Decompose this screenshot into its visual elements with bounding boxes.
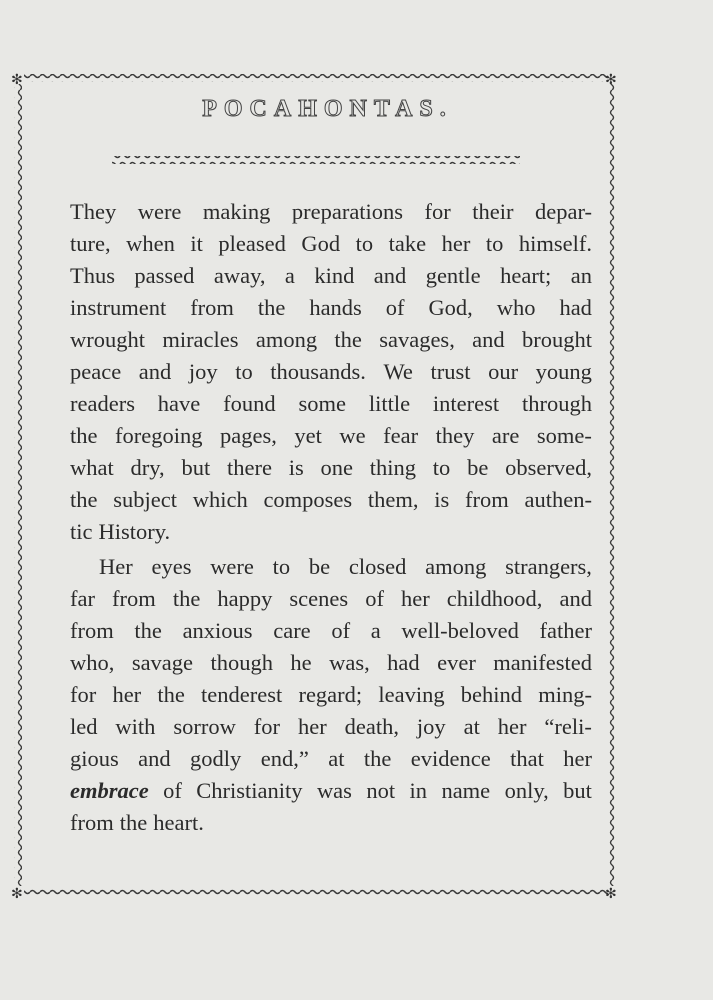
text-line: They were making preparations for their depar- bbox=[70, 199, 592, 224]
corner-ornament-icon: ✻ bbox=[605, 72, 617, 88]
text-line: peace and joy to thousands. We trust our young bbox=[70, 359, 592, 384]
page-title: POCAHONTAS. bbox=[202, 96, 453, 122]
text-line: the subject which composes them, is from authen- bbox=[70, 487, 592, 512]
text-line: who, savage though he was, had ever manifested bbox=[70, 650, 592, 675]
text-line: what dry, but there is one thing to be observed, bbox=[70, 455, 592, 480]
text-line: the foregoing pages, yet we fear they are some- bbox=[70, 423, 592, 448]
text-line: wrought miracles among the savages, and brought bbox=[70, 327, 592, 352]
text-line: from the anxious care of a well-beloved father bbox=[70, 618, 592, 643]
text-line: gious and godly end,” at the evidence that her bbox=[70, 746, 592, 771]
text-line: instrument from the hands of God, who had bbox=[70, 295, 592, 320]
corner-ornament-icon: ✻ bbox=[11, 886, 23, 902]
text-line: embrace of Christianity was not in name only, but bbox=[70, 778, 592, 803]
corner-ornament-icon: ✻ bbox=[11, 72, 23, 88]
text-line: for her the tenderest regard; leaving behind ming- bbox=[70, 682, 592, 707]
text-line: Her eyes were to be closed among strangers, bbox=[99, 554, 592, 579]
text-line: readers have found some little interest through bbox=[70, 391, 592, 416]
text-line: Thus passed away, a kind and gentle heart; an bbox=[70, 263, 592, 288]
text-line: led with sorrow for her death, joy at her “reli- bbox=[70, 714, 592, 739]
text-line: tic History. bbox=[70, 519, 171, 544]
corner-ornament-icon: ✻ bbox=[605, 886, 617, 902]
text-line: ture, when it pleased God to take her to himself. bbox=[70, 231, 592, 256]
text-line: far from the happy scenes of her childhood, and bbox=[70, 586, 592, 611]
text-line: from the heart. bbox=[70, 810, 204, 835]
